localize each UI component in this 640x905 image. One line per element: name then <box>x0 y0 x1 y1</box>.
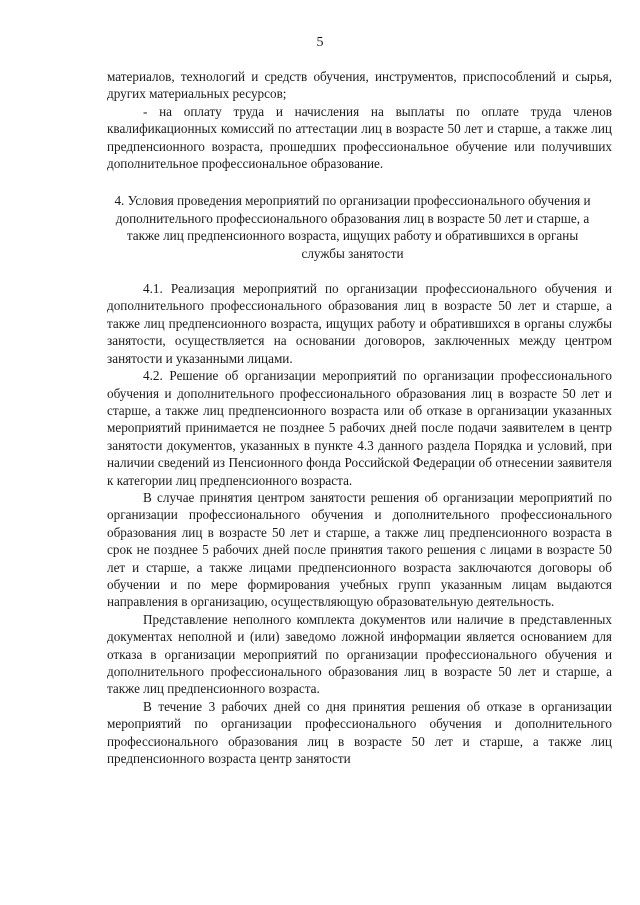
paragraph-4-2: 4.2. Решение об организации мероприятий по организации профессионального обучения и дополнительного профессионального образования лиц в возрасте 50 лет и старше, а также лиц предпенсионного возраста или об отказе в организации указанных мероприятий принимается не позднее 5 рабочих дней после подачи заявителем в центр занятости документов, указанных в пункте 4.3 данного раздела Порядка и условий, при наличии сведений из Пенсионного фонда Российской Федерации об отнесении заявителя к категории лиц предпенсионного возраста. <box>107 368 612 488</box>
paragraph-decision: В случае принятия центром занятости решения об организации мероприятий по организации профессионального обучения и дополнительного профессионального образования лиц в возрасте 50 лет и старше, а также лиц предпенсионного возраста в срок не позднее 5 рабочих дней после принятия такого решения с лицами в возрасте 50 лет и старше, а также лицами предпенсионного возраста заключаются договоры об обучении и по мере формирования учебных групп указанным лицам выдаются направления в организацию, осуществляющую образовательную деятельность. <box>107 489 612 610</box>
paragraph-incomplete-documents: Представление неполного комплекта документов или наличие в представленных документах неполной и (или) заведомо ложной информации является основанием для отказа в организации мероприятий по организации профессионального обучения и дополнительного профессионального образования лиц в возрасте 50 лет и старше, а также лиц предпенсионного возраста. <box>107 611 612 697</box>
paragraph-materials: материалов, технологий и средств обучения, инструментов, приспособлений и сырья, других материальных ресурсов; <box>107 69 612 102</box>
page-number: 5 <box>316 35 324 50</box>
section-heading: 4. Условия проведения мероприятий по организации профессионального обучения и дополнительного профессионального образования лиц в возрасте 50 лет и старше, а также лиц предпенсионного возраста, ищущих работу и обратившихся в органы службы занятости <box>114 193 591 261</box>
paragraph-4-1: 4.1. Реализация мероприятий по организации профессионального обучения и дополнительного профессионального образования лиц в возрасте 50 лет и старше, а также лиц предпенсионного возраста, ищущих работу и обратившихся в органы службы занятости, осуществляется на основании договоров, заключенных между центром занятости и указанными лицами. <box>107 281 612 366</box>
document-body <box>107 68 612 767</box>
paragraph-refusal: В течение 3 рабочих дней со дня принятия решения об отказе в организации мероприятий по организации профессионального обучения и дополнительного профессионального образования лиц в возрасте 50 лет и старше, а также лиц предпенсионного возраста центр занятости <box>107 698 612 767</box>
paragraph-payments: - на оплату труда и начисления на выплаты по оплате труда членов квалификационных комиссий по аттестации лиц в возрасте 50 лет и старше, а также лиц предпенсионного возраста, прошедших профессиональное обучение или получивших дополнительное профессиональное образование. <box>107 103 612 172</box>
